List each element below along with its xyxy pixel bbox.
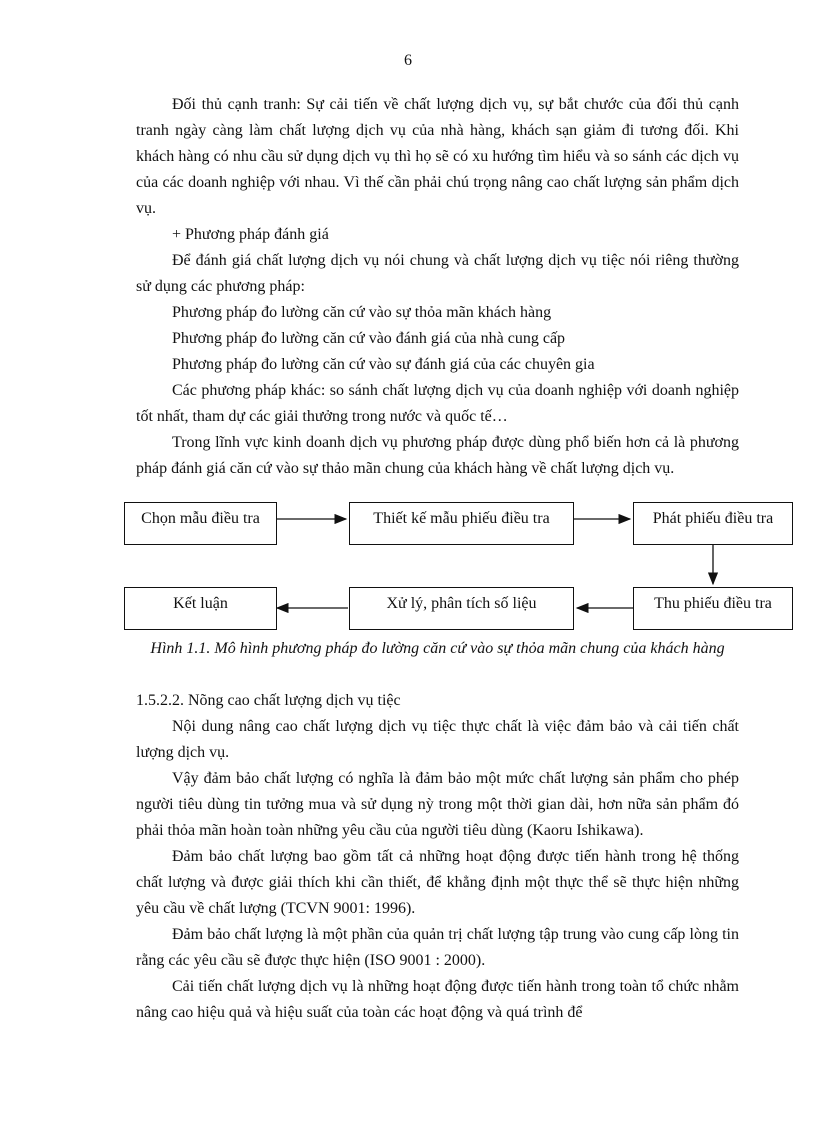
paragraph-quality-improvement: Cải tiến chất lượng dịch vụ là những hoạt động được tiến hành trong toàn tổ chức nhằm nâng cao hiệu quả và hiệu suất của toàn các hoạt động và quá trình để (136, 978, 739, 1021)
method-item-expert-evaluation: Phương pháp đo lường căn cứ vào sự đánh giá của các chuyên gia (172, 356, 595, 373)
figure-caption-label: Hình 1.1. (150, 640, 211, 657)
method-item-customer-satisfaction: Phương pháp đo lường căn cứ vào sự thỏa mãn khách hàng (172, 304, 552, 321)
box-process-analyze-data: Xử lý, phân tích số liệu (349, 587, 574, 630)
box-select-sample: Chọn mẫu điều tra (124, 502, 277, 545)
box-distribute-survey: Phát phiếu điều tra (633, 502, 793, 545)
paragraph-quality-assurance-iso: Đảm bảo chất lượng là một phần của quản trị chất lượng tập trung vào cung cấp lòng tin rằng các yêu cầu sẽ được thực hiện (ISO 9001 : 2000). (136, 926, 739, 969)
page-number: 6 (404, 52, 412, 69)
paragraph-content: Nội dung nâng cao chất lượng dịch vụ tiệc thực chất là việc đảm bảo và cải tiến chất lượng dịch vụ. (136, 718, 739, 761)
box-conclusion: Kết luận (124, 587, 277, 630)
box-collect-survey: Thu phiếu điều tra (633, 587, 793, 630)
paragraph-other-methods: Các phương pháp khác: so sánh chất lượng dịch vụ của doanh nghiệp với doanh nghiệp tốt nhất, tham dự các giải thưởng trong nước và quốc tế… (136, 382, 739, 425)
heading-evaluation-method: + Phương pháp đánh giá (172, 226, 329, 243)
paragraph-common-method: Trong lĩnh vực kinh doanh dịch vụ phương pháp được dùng phổ biến hơn cả là phương pháp đánh giá căn cứ vào sự thảo mãn chung của khách hàng về chất lượng dịch vụ. (136, 434, 739, 477)
paragraph-evaluation-intro: Để đánh giá chất lượng dịch vụ nói chung và chất lượng dịch vụ tiệc nói riêng thường sử dụng các phương pháp: (136, 252, 739, 295)
paragraph-quality-assurance-tcvn: Đảm bảo chất lượng bao gồm tất cả những hoạt động được tiến hành trong hệ thống chất lượng và được giải thích khi cần thiết, để khẳng định một thực thể sẽ thực hiện những yêu cầu về chất lượng (TCVN 9001: 1996). (136, 848, 739, 917)
section-heading: 1.5.2.2. Nõng cao chất lượng dịch vụ tiệc (136, 692, 401, 709)
figure-caption-text: Mô hình phương pháp đo lường căn cứ vào sự thỏa mãn chung của khách hàng (214, 640, 725, 657)
box-design-survey-form: Thiết kế mẫu phiếu điều tra (349, 502, 574, 545)
paragraph-competitors: Đối thủ cạnh tranh: Sự cải tiến về chất lượng dịch vụ, sự bắt chước của đối thủ cạnh tranh ngày càng làm chất lượng dịch vụ của nhà hàng, khách sạn giảm đi tương đối. Khi khách hàng có nhu cầu sử dụng dịch vụ thì họ sẽ có xu hướng tìm hiểu và so sánh các dịch vụ của các doanh nghiệp với nhau. Vì thế cần phải chú trọng nâng cao chất lượng sản phẩm dịch vụ. (136, 96, 739, 217)
figure-caption (136, 637, 739, 661)
method-item-supplier-evaluation: Phương pháp đo lường căn cứ vào đánh giá của nhà cung cấp (172, 330, 566, 347)
paragraph-quality-assurance-definition: Vậy đảm bảo chất lượng có nghĩa là đảm bảo một mức chất lượng sản phẩm cho phép người tiêu dùng tin tưởng mua và sử dụng nỳ trong một thời gian dài, hơn nữa sản phẩm đó phải thỏa mãn hoàn toàn những yêu cầu của người tiêu dùng (Kaoru Ishikawa). (136, 770, 739, 839)
